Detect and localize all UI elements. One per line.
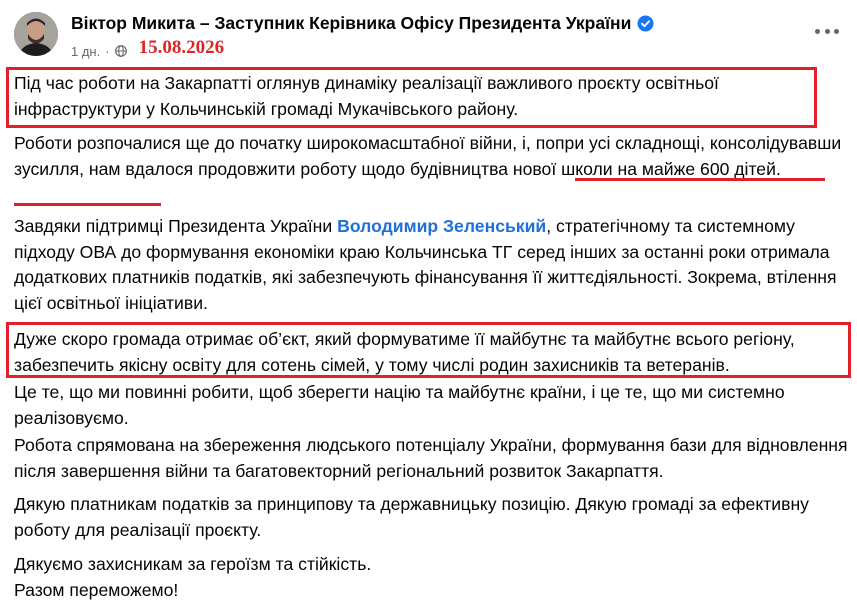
avatar-image: [14, 12, 58, 56]
paragraph-3: [14, 214, 848, 316]
author-avatar[interactable]: [14, 12, 58, 56]
post-time[interactable]: 1 дн.: [71, 43, 101, 59]
paragraph-6: Робота спрямована на збереження людського потенціалу України, формування бази для відновлення після завершення війни та багатовекторний регіональний розвиток Закарпаття.: [14, 435, 848, 481]
more-options-icon[interactable]: [815, 26, 839, 36]
underline-highlight-2: [14, 203, 161, 206]
paragraph-5: Це те, що ми повинні робити, щоб зберегти націю та майбутнє країни, і це те, що ми системно реалізовуємо.: [14, 382, 785, 428]
paragraph-3-text-a: Завдяки підтримці Президента України: [14, 216, 338, 236]
paragraph-8-line-1: Дякуємо захисникам за героїзм та стійкість.: [14, 554, 372, 574]
paragraph-8-line-2: Разом переможемо!: [14, 579, 179, 600]
paragraph-1: Під час роботи на Закарпатті оглянув динаміку реалізації важливого проєкту освітньої інфраструктури у Кольчинській громаді Мукачівського району.: [14, 73, 719, 119]
date-annotation: 15.08.2026: [138, 37, 225, 58]
author-name[interactable]: [71, 13, 654, 34]
paragraph-2: [14, 131, 848, 182]
more-dot: [825, 29, 830, 34]
globe-icon[interactable]: [115, 45, 127, 57]
author-name-text[interactable]: Віктор Микита – Заступник Керівника Офісу Президента України: [71, 13, 632, 33]
meta-separator: ·: [105, 43, 110, 59]
paragraph-3-text-b: , стратегічному та системному підходу ОВА до формування економіки краю Кольчинська ТГ серед інших за останні роки отримала додаткових платників податків, які забезпечують фінансування її життєдіяльності. Зокрема, втілення цієї освітньої ініціативи.: [14, 216, 837, 313]
post-meta: [71, 37, 225, 62]
paragraph-2-text: Роботи розпочалися ще до початку широкомасштабної війни, і, попри усі складнощі, консолідувавши зусилля, нам вдалося продовжити роботу щодо: [14, 133, 842, 179]
post-header: [0, 0, 857, 62]
more-dot: [834, 29, 839, 34]
paragraph-4: Дуже скоро громада отримає об’єкт, який формуватиме її майбутнє та майбутнє всього регіону, забезпечить якісну освіту для сотень сімей, у тому числі родин захисників та ветеранів.: [14, 329, 795, 375]
paragraph-8: [14, 552, 848, 603]
mention-link[interactable]: Володимир Зеленський: [337, 216, 547, 236]
verified-badge-icon: [637, 15, 654, 32]
paragraph-7: Дякую платникам податків за принципову та державницьку позицію. Дякую громаді за ефективну роботу для реалізації проєкту.: [14, 494, 809, 540]
more-dot: [815, 29, 820, 34]
paragraph-2-end: .: [775, 158, 781, 179]
paragraph-2-highlight: будівництва нової школи на майже 600 дітей: [409, 158, 776, 179]
